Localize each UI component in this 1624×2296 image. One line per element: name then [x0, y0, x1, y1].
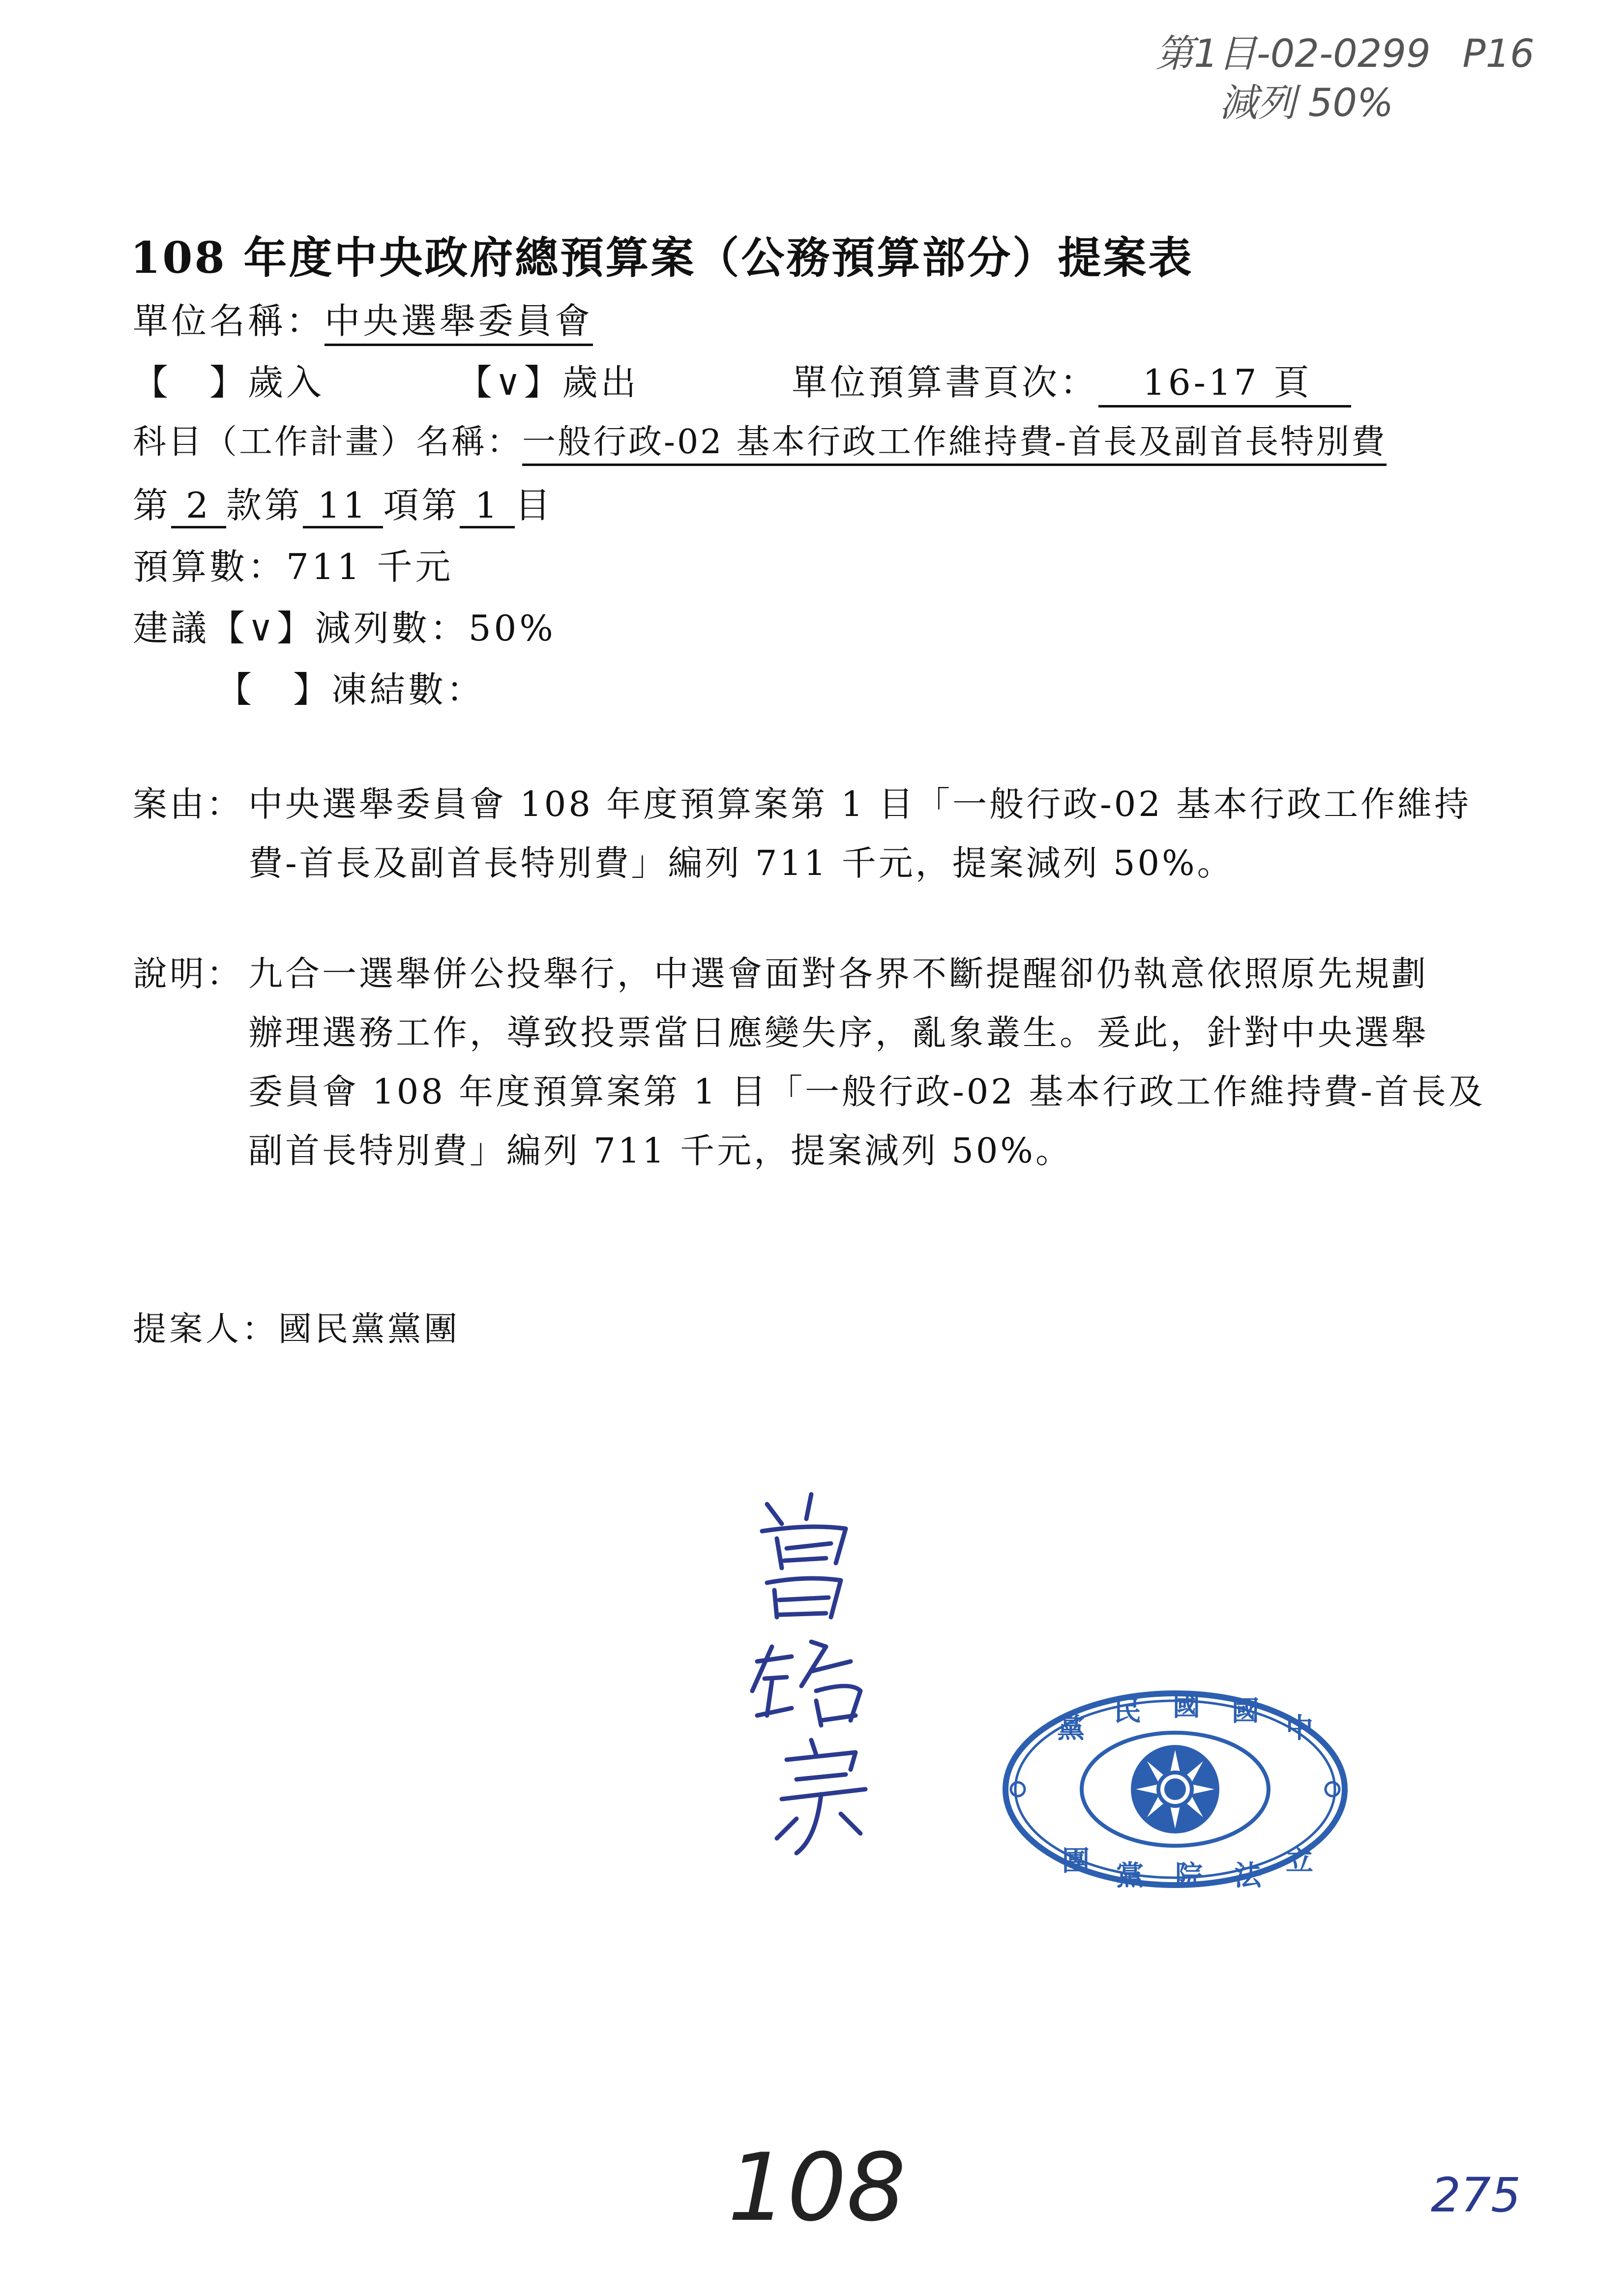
- handwritten-signature: [738, 1484, 885, 1858]
- page-reference-label: 單位預算書頁次：: [792, 362, 1099, 403]
- freeze-row: [216, 661, 485, 712]
- xiang-value: 11: [303, 485, 384, 528]
- item-number-row: [133, 477, 553, 528]
- income-label: 歲入: [248, 362, 325, 403]
- explanation-line-2: 辦理選務工作，導致投票當日應變失序，亂象叢生。爰此，針對中央選舉: [248, 1013, 1428, 1053]
- svg-text:立: 立: [1286, 1845, 1313, 1877]
- proposer-row: [133, 1303, 460, 1350]
- explanation-line-1: 九合一選舉併公投舉行，中選會面對各界不斷提醒卻仍執意依照原先規劃: [248, 954, 1428, 994]
- handwritten-reference-line: 第1目-02-0299: [1155, 32, 1431, 76]
- page-reference-value: 16-17 頁: [1098, 362, 1351, 407]
- party-seal-stamp: [998, 1686, 1352, 1892]
- handwritten-reference-note: [1155, 29, 1535, 128]
- document-title: 108 年度中央政府總預算案（公務預算部分）提案表: [130, 232, 1194, 283]
- svg-text:團: 團: [1062, 1845, 1090, 1877]
- reduce-label: 減列數：: [315, 608, 469, 649]
- kuan-prefix: 第: [133, 485, 172, 526]
- reason-line-2: 費-首長及副首長特別費」編列 711 千元，提案減列 50%。: [248, 843, 1234, 883]
- handwritten-corner-number: 275: [1431, 2168, 1521, 2223]
- proposer-label: 提案人：: [133, 1310, 279, 1349]
- xiang-prefix: 款第: [226, 485, 303, 526]
- budget-amount-label: 預算數：: [133, 546, 287, 587]
- unit-name-value: 中央選舉委員會: [325, 300, 593, 346]
- mu-value: 1: [460, 485, 515, 528]
- svg-text:國: 國: [1173, 1690, 1200, 1722]
- svg-text:民: 民: [1114, 1695, 1141, 1727]
- proposer-value: 國民黨黨團: [278, 1310, 461, 1349]
- freeze-label: 凍結數：: [331, 669, 485, 710]
- handwritten-page-mark: P16: [1462, 32, 1535, 76]
- freeze-checkbox: 【 】: [216, 669, 332, 710]
- white-sun-emblem: [1131, 1745, 1219, 1833]
- handwritten-reduction-note: 減列 50%: [1219, 81, 1394, 125]
- suggestion-row: [133, 600, 556, 651]
- svg-text:中: 中: [1286, 1712, 1313, 1744]
- handwritten-page-number: 108: [728, 2133, 906, 2242]
- income-checkbox: 【 】: [133, 362, 248, 403]
- page-reference-row: [792, 354, 1351, 405]
- svg-text:國: 國: [1232, 1695, 1259, 1727]
- budget-amount-row: [133, 538, 453, 589]
- budget-amount-value: 711 千元: [286, 546, 454, 587]
- reduce-checkbox: 【∨】: [209, 608, 315, 649]
- explanation-line-3: 委員會 108 年度預算案第 1 目「一般行政-02 基本行政工作維持費-首長及: [248, 1072, 1485, 1112]
- budget-type-row: [133, 354, 639, 405]
- expense-checkbox: 【∨】: [456, 362, 562, 403]
- explanation-line-4: 副首長特別費」編列 711 千元，提案減列 50%。: [248, 1131, 1072, 1171]
- unit-name-label: 單位名稱：: [133, 300, 325, 342]
- subject-label: 科目（工作計畫）名稱：: [133, 423, 523, 462]
- reduce-value: 50%: [468, 608, 556, 649]
- reason-label: 案由：: [133, 784, 243, 824]
- subject-value: 一般行政-02 基本行政工作維持費-首長及副首長特別費: [522, 423, 1387, 466]
- explanation-label: 說明：: [133, 954, 243, 994]
- kuan-value: 2: [171, 485, 226, 528]
- reason-line-1: 中央選舉委員會 108 年度預算案第 1 目「一般行政-02 基本行政工作維持: [248, 784, 1472, 824]
- svg-text:法: 法: [1234, 1860, 1262, 1892]
- subject-row: [133, 415, 1387, 463]
- mu-suffix: 目: [515, 485, 554, 526]
- unit-name-row: [133, 292, 593, 344]
- expense-label: 歲出: [562, 362, 639, 403]
- svg-text:黨: 黨: [1116, 1860, 1144, 1892]
- suggestion-label: 建議: [133, 608, 210, 649]
- svg-text:院: 院: [1175, 1860, 1203, 1892]
- svg-text:黨: 黨: [1057, 1712, 1085, 1744]
- mu-prefix: 項第: [383, 485, 460, 526]
